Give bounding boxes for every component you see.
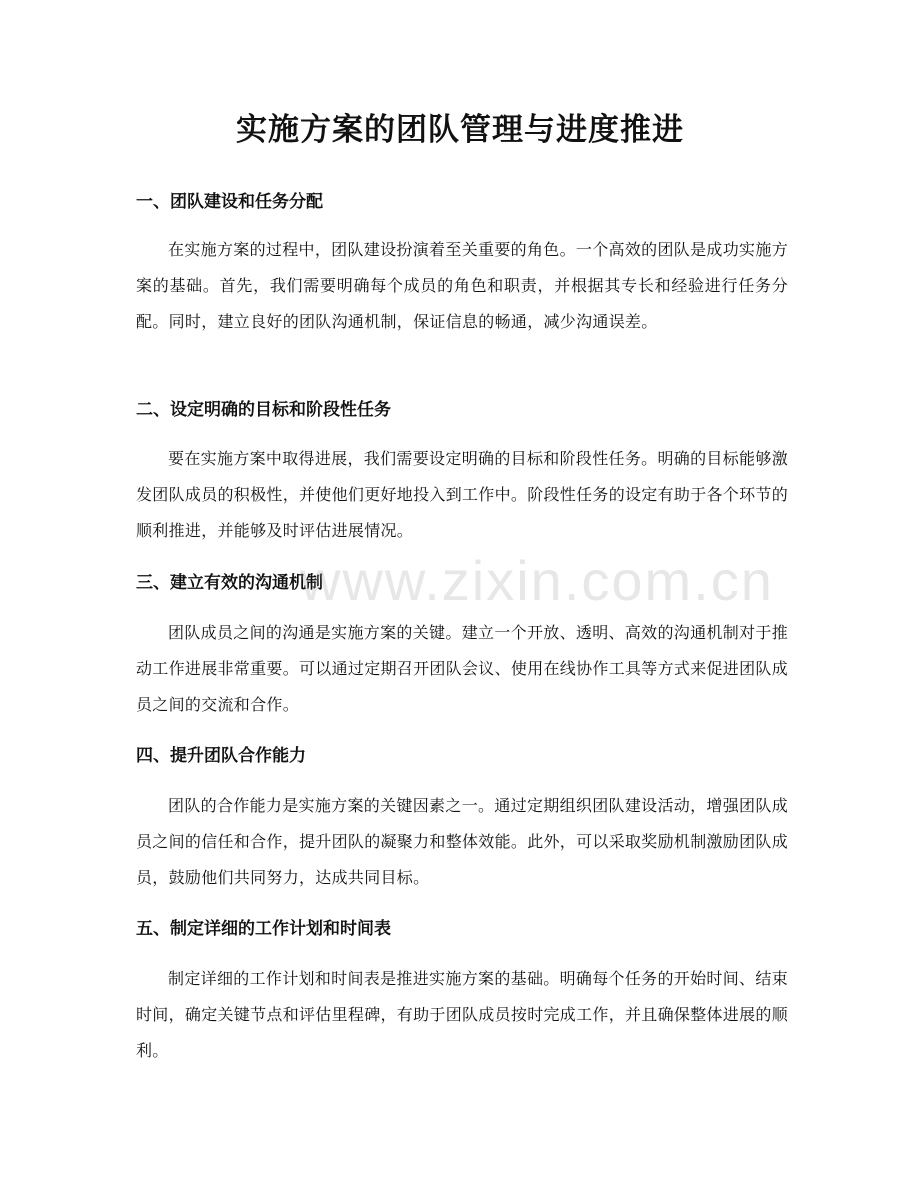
section-heading-1: 一、团队建设和任务分配 [136, 192, 323, 212]
section-paragraph-1: 在实施方案的过程中，团队建设扮演着至关重要的角色。一个高效的团队是成功实施方案的基础。首先，我们需要明确每个成员的角色和职责，并根据其专长和经验进行任务分配。同时，建立良好的团队沟通机制，保证信息的畅通，减少沟通误差。 [136, 240, 788, 331]
section-paragraph-5: 制定详细的工作计划和时间表是推进实施方案的基础。明确每个任务的开始时间、结束时间，确定关键节点和评估里程碑，有助于团队成员按时完成工作，并且确保整体进展的顺利。 [136, 969, 789, 1060]
section-heading-3: 三、建立有效的沟通机制 [136, 573, 323, 593]
section-heading-2: 二、设定明确的目标和阶段性任务 [136, 400, 391, 420]
section-heading-4: 四、提升团队合作能力 [136, 746, 306, 766]
section-heading-5: 五、制定详细的工作计划和时间表 [136, 919, 391, 939]
section-paragraph-2: 要在实施方案中取得进展，我们需要设定明确的目标和阶段性任务。明确的目标能够激发团队成员的积极性，并使他们更好地投入到工作中。阶段性任务的设定有助于各个环节的顺利推进，并能够及时评估进展情况。 [136, 449, 789, 540]
section-paragraph-3: 团队成员之间的沟通是实施方案的关键。建立一个开放、透明、高效的沟通机制对于推动工作进展非常重要。可以通过定期召开团队会议、使用在线协作工具等方式来促进团队成员之间的交流和合作。 [136, 623, 789, 714]
document-title: 实施方案的团队管理与进度推进 [236, 112, 684, 148]
watermark: www.zixin.com.cn [300, 549, 774, 612]
section-paragraph-4: 团队的合作能力是实施方案的关键因素之一。通过定期组织团队建设活动，增强团队成员之间的信任和合作，提升团队的凝聚力和整体效能。此外，可以采取奖励机制激励团队成员，鼓励他们共同努力，达成共同目标。 [136, 796, 789, 887]
